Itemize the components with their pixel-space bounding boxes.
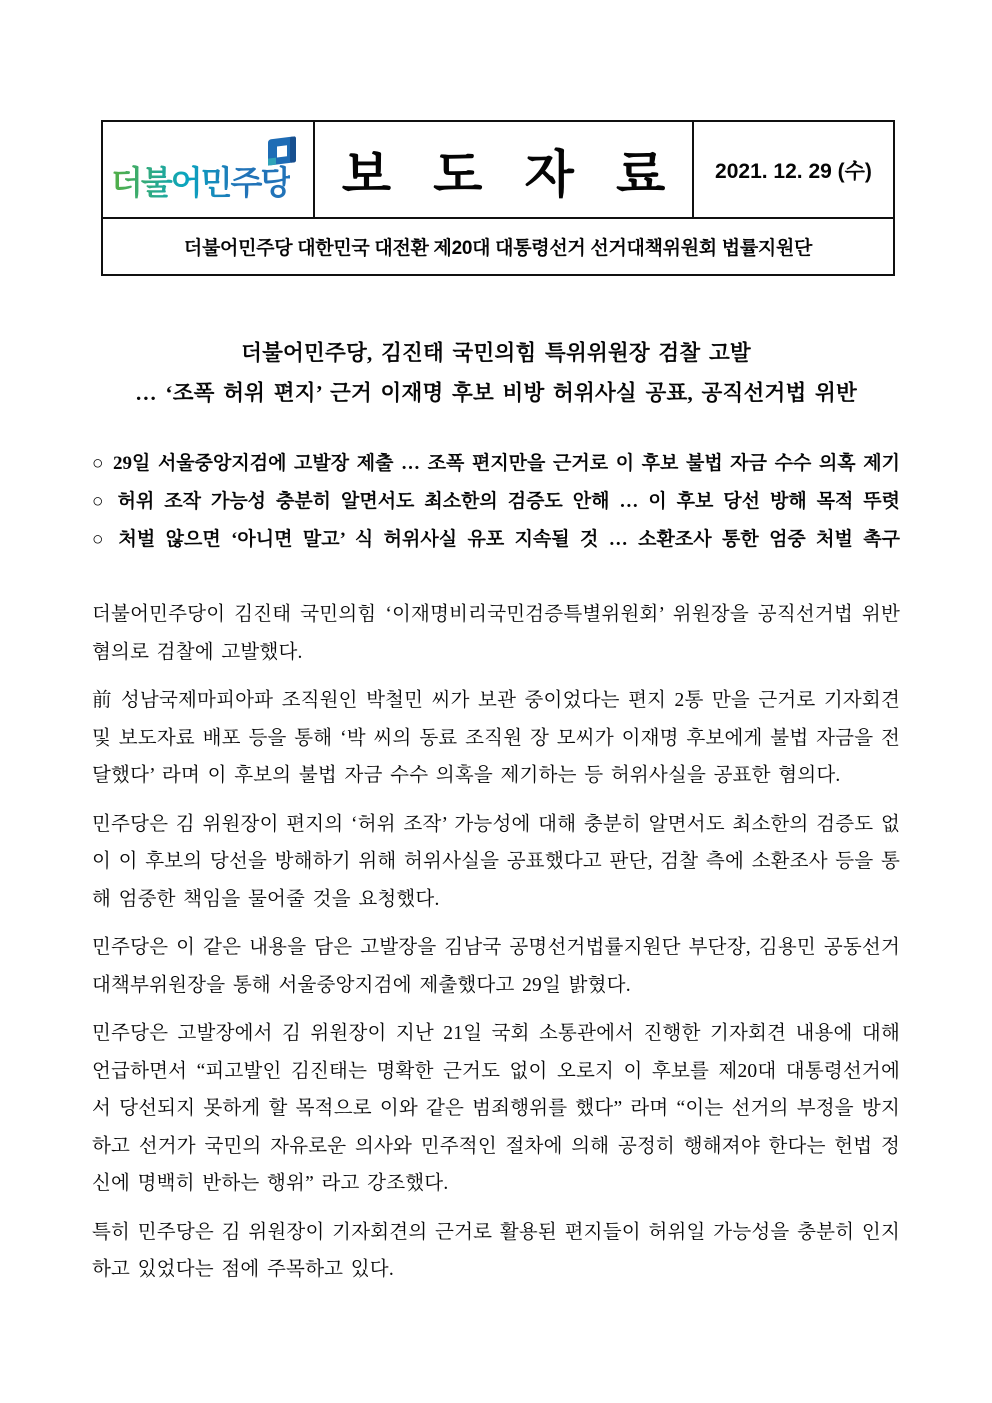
headline: [50, 333, 942, 413]
body-paragraph: 더불어민주당이 김진태 국민의힘 ‘이재명비리국민검증특별위원회’ 위원장을 공직선거법 위반 혐의로 검찰에 고발했다.: [92, 604, 900, 663]
body-paragraph: 민주당은 이 같은 내용을 담은 고발장을 김남국 공명선거법률지원단 부단장, 김용민 공동선거대책부위원장을 통해 서울중앙지검에 제출했다고 29일 밝혔다.: [92, 937, 900, 996]
press-release-header: [101, 120, 895, 276]
party-logo: [109, 122, 309, 217]
headline-line1: 더불어민주당, 김진태 국민의힘 특위위원장 검찰 고발: [241, 341, 751, 365]
bullet-circle-icon: ○: [92, 529, 109, 550]
summary-bullet: [92, 521, 900, 559]
bullet-text: 29일 서울중앙지검에 고발장 제출 … 조폭 편지만을 근거로 이 후보 불법 자금 수수 의혹 제기: [112, 453, 900, 474]
press-title: 보 도 자 료: [341, 145, 680, 203]
body-paragraph: 민주당은 고발장에서 김 위원장이 지난 21일 국회 소통관에서 진행한 기자회견 내용에 대해 언급하면서 “피고발인 김진태는 명확한 근거도 없이 오로지 이 후보를 제20대 대통령선거에서 당선되지 못하게 할 목적으로 이와 같은 범죄행위를 했다” 라며 “이는 선거의 부정을 방지하고 선거가 국민의 자유로운 의사와 민주적인 절차에 의해 공정히 행해져야 한다는 헌법 정신에 명백히 반하는 행위” 라고 강조했다.: [92, 1023, 900, 1194]
bullet-text: 처벌 않으면 ‘아니면 말고’ 식 허위사실 유포 지속될 것 … 소환조사 통한 엄중 처벌 촉구: [118, 529, 900, 550]
headline-line2: … ‘조폭 허위 편지’ 근거 이재명 후보 비방 허위사실 공표, 공직선거법 위반: [135, 381, 857, 405]
summary-bullets: [92, 445, 900, 559]
article-body: [92, 596, 900, 1300]
party-logo-text: 더불어민주당: [111, 157, 290, 204]
bullet-text: 허위 조작 가능성 충분히 알면서도 최소한의 검증도 안해 … 이 후보 당선 방해 목적 뚜렷: [117, 491, 900, 512]
bullet-circle-icon: ○: [92, 491, 108, 512]
release-date: 2021. 12. 29 (수): [715, 159, 872, 183]
issuing-body-cell: [103, 217, 893, 274]
body-paragraph: 특히 민주당은 김 위원장이 기자회견의 근거로 활용된 편지들이 허위일 가능성을 충분히 인지하고 있었다는 점에 주목하고 있다.: [92, 1221, 900, 1280]
party-logo-cell: [103, 122, 315, 217]
summary-bullet: [92, 445, 900, 483]
bullet-circle-icon: ○: [92, 453, 106, 474]
summary-bullet: [92, 483, 900, 521]
body-paragraph: 前 성남국제마피아파 조직원인 박철민 씨가 보관 중이었다는 편지 2통 만을 근거로 기자회견 및 보도자료 배포 등을 통해 ‘박 씨의 동료 조직원 장 모씨가 이재명 후보에게 불법 자금을 전달했다’ 라며 이 후보의 불법 자금 수수 의혹을 제기하는 등 허위사실을 공표한 혐의다.: [92, 690, 900, 786]
press-title-cell: [315, 122, 694, 217]
issuing-body: 더불어민주당 대한민국 대전환 제20대 대통령선거 선거대책위원회 법률지원단: [183, 238, 813, 259]
date-cell: [694, 122, 893, 217]
body-paragraph: 민주당은 김 위원장이 편지의 ‘허위 조작’ 가능성에 대해 충분히 알면서도 최소한의 검증도 없이 이 후보의 당선을 방해하기 위해 허위사실을 공표했다고 판단, 검찰 측에 소환조사 등을 통해 엄중한 책임을 물어줄 것을 요청했다.: [92, 813, 900, 910]
